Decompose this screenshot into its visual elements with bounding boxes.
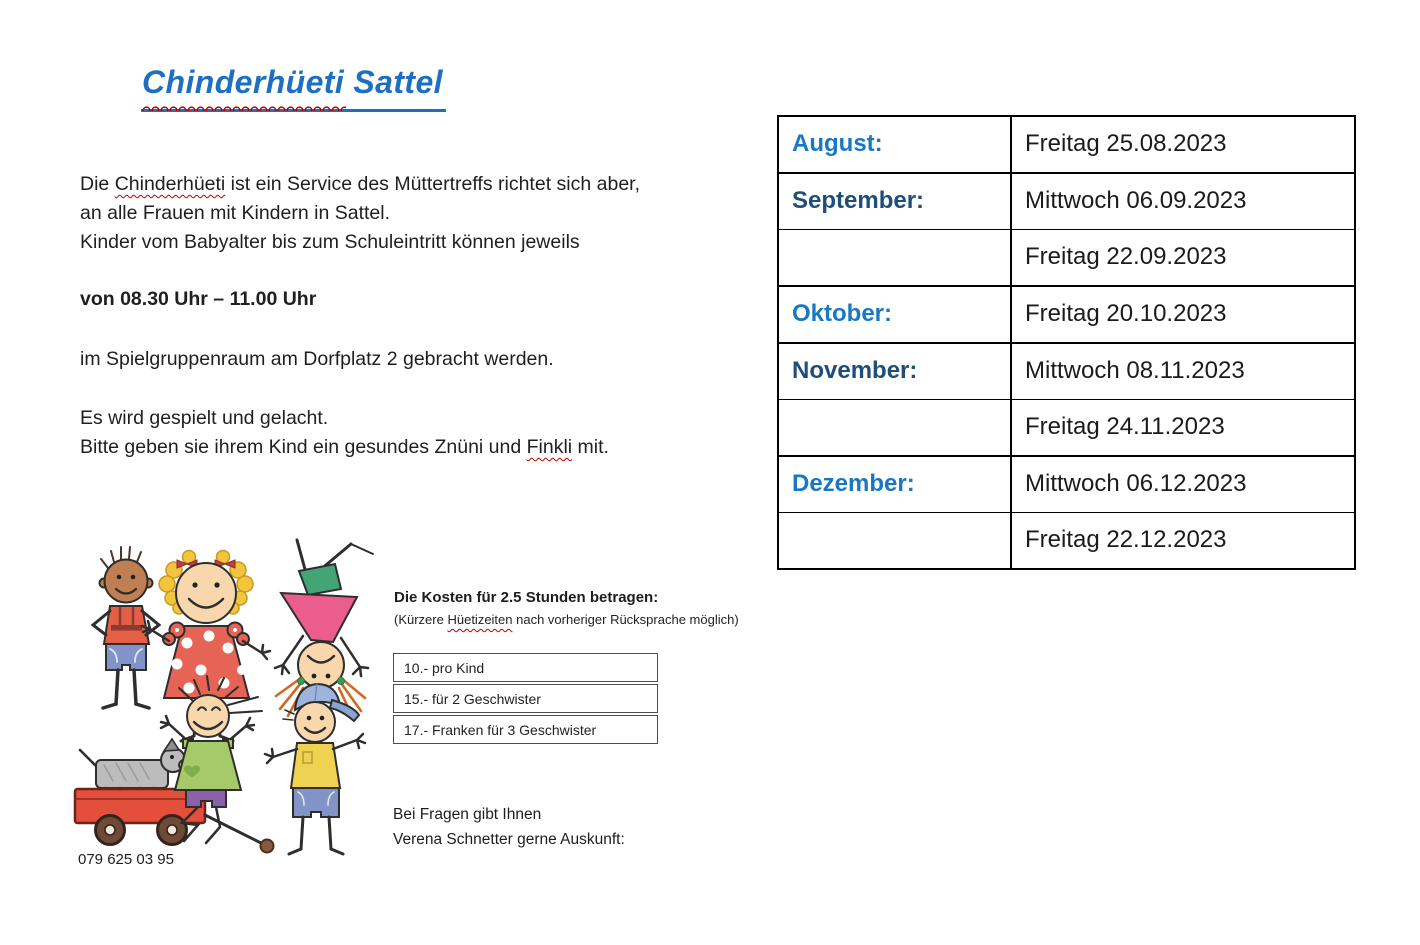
date-cell: Freitag 22.12.2023 — [1011, 513, 1355, 570]
page-title-label: Chinderhüeti Sattel — [142, 64, 443, 100]
intro-line-1 — [80, 170, 740, 199]
contact-line-2: Verena Schnetter gerne Auskunft: — [393, 830, 625, 848]
children-illustration — [70, 537, 385, 857]
month-cell: September: — [778, 173, 1011, 230]
bring-line-pre: Bitte geben sie ihrem Kind ein gesundes Znüni und — [80, 436, 527, 458]
play-line: Es wird gespielt und gelacht. — [80, 407, 329, 429]
costs-note-pre: (Kürzere — [394, 612, 448, 627]
phone-number: 079 625 03 95 — [78, 851, 174, 868]
spellcheck-squiggle — [142, 102, 346, 111]
date-cell: Mittwoch 06.09.2023 — [1011, 173, 1355, 230]
schedule-row — [778, 173, 1355, 230]
month-cell — [778, 513, 1011, 570]
month-cell — [778, 400, 1011, 457]
page-title — [141, 64, 446, 112]
page-title-text — [141, 64, 446, 112]
intro-line-1-post: ist ein Service des Müttertreffs richtet sich aber, — [225, 173, 640, 195]
cost-row — [393, 715, 658, 744]
date-cell: Mittwoch 08.11.2023 — [1011, 343, 1355, 400]
date-cell: Mittwoch 06.12.2023 — [1011, 456, 1355, 513]
date-cell: Freitag 25.08.2023 — [1011, 116, 1355, 173]
costs-note-post: nach vorheriger Rücksprache möglich) — [512, 612, 739, 627]
month-cell: November: — [778, 343, 1011, 400]
schedule-row — [778, 456, 1355, 513]
cost-cell: 15.- für 2 Geschwister — [393, 684, 658, 713]
intro-line-1-misspelled-word: Chinderhüeti — [114, 173, 226, 195]
dog-on-wagon-figure — [75, 739, 274, 853]
month-cell: Dezember: — [778, 456, 1011, 513]
schedule-row — [778, 400, 1355, 457]
cost-cell: 10.- pro Kind — [393, 653, 658, 682]
costs-heading: Die Kosten für 2.5 Stunden betragen: — [394, 589, 659, 606]
bring-line-post: mit. — [572, 436, 609, 458]
date-cell: Freitag 20.10.2023 — [1011, 286, 1355, 343]
costs-note-misspelled-word: Hüetizeiten — [447, 612, 513, 627]
month-cell: Oktober: — [778, 286, 1011, 343]
cost-row — [393, 684, 658, 713]
costs-note — [394, 612, 739, 627]
intro-line-3: Kinder vom Babyalter bis zum Schuleintritt können jeweils — [80, 231, 580, 253]
location-line: im Spielgruppenraum am Dorfplatz 2 gebracht werden. — [80, 348, 554, 370]
contact-line-1: Bei Fragen gibt Ihnen — [393, 806, 542, 823]
schedule-table — [777, 115, 1356, 570]
bring-line-misspelled-word: Finkli — [526, 436, 573, 458]
date-cell: Freitag 24.11.2023 — [1011, 400, 1355, 457]
schedule-row — [778, 286, 1355, 343]
schedule-row — [778, 513, 1355, 570]
intro-line-1-pre: Die — [80, 173, 115, 195]
date-cell: Freitag 22.09.2023 — [1011, 230, 1355, 287]
contact-info — [393, 803, 625, 852]
cost-cell: 17.- Franken für 3 Geschwister — [393, 715, 658, 744]
costs-table — [393, 651, 658, 746]
opening-hours: von 08.30 Uhr – 11.00 Uhr — [80, 288, 317, 310]
schedule-row — [778, 230, 1355, 287]
schedule-row — [778, 116, 1355, 173]
month-cell: August: — [778, 116, 1011, 173]
intro-text — [80, 170, 740, 462]
bring-line — [80, 433, 740, 462]
month-cell — [778, 230, 1011, 287]
schedule-row — [778, 343, 1355, 400]
cost-row — [393, 653, 658, 682]
intro-line-2: an alle Frauen mit Kindern in Sattel. — [80, 202, 391, 224]
